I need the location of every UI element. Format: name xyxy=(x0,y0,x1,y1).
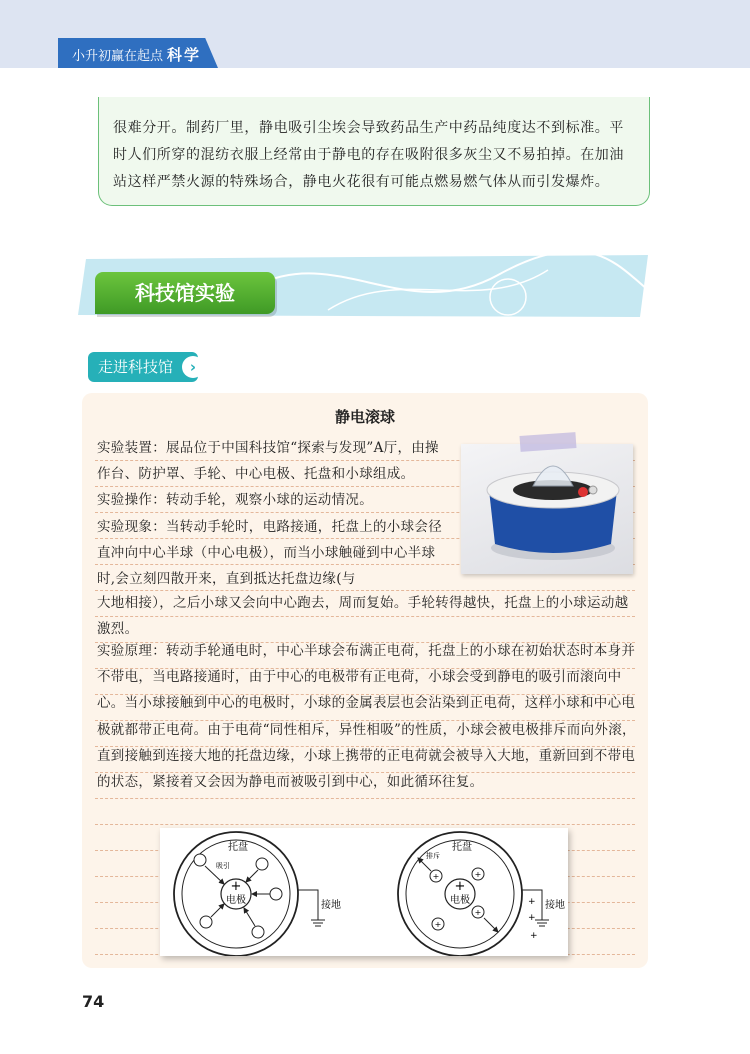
paragraph-phenomenon: 实验现象：当转动手轮时，电路接通，托盘上的小球会径直冲向中心半球（中心电极），而当小球触碰到中心半球时,会立刻四散开来，直到抵达托盘边缘(与 xyxy=(97,518,442,588)
svg-text:+: + xyxy=(530,931,538,941)
intro-text: 很难分开。制药厂里，静电吸引尘埃会导致药品生产中药品纯度达不到标准。平时人们所穿的混纺衣服上经常由于静电的存在吸附很多灰尘又不易拍掉。在加油站这样严禁火源的特殊场合，静电火花很有可能点燃易燃气体从而引发爆炸。 xyxy=(113,120,624,190)
svg-text:+: + xyxy=(454,879,466,894)
subject-label: 科学 xyxy=(167,46,202,64)
intro-box xyxy=(98,97,650,206)
exhibit-text-beside-photo xyxy=(97,435,449,592)
diagram-svg xyxy=(160,828,568,956)
paragraph-operation: 实验操作：转动手轮，观察小球的运动情况。 xyxy=(97,492,373,509)
chevron-right-icon: › xyxy=(182,356,204,378)
page-number: 74 xyxy=(82,992,105,1011)
paragraph-principle: 实验原理：转动手轮通电时，中心半球会布满正电荷，托盘上的小球在初始状态时本身并不带电，当电路接通时，由于中心的电极带有正电荷，小球会受到静电的吸引而滚向中心。当小球接触到中心的电极时，小球的金属表层也会沾染到正电荷，这样小球和中心电极就都带正电荷。由于电荷“同性相斥，异性相吸”的性质，小球会被电极排斥而向外滚，直到接触到连接大地的托盘边缘，小球上携带的正电荷就会被导入大地，重新回到不带电的状态，紧接着又会因为静电而被吸引到中心，如此循环往复。 xyxy=(97,643,636,791)
static-ball-device-illustration xyxy=(461,444,633,574)
svg-text:+: + xyxy=(434,920,442,929)
subsection-tab xyxy=(88,352,198,382)
svg-text:+: + xyxy=(528,897,536,907)
right-ground-label: 接地 xyxy=(545,900,565,911)
right-electrode-label: 电极 xyxy=(450,895,470,906)
series-title: 小升初赢在起点 xyxy=(72,49,164,64)
left-electrode-label: 电极 xyxy=(226,895,246,906)
right-tray-label: 托盘 xyxy=(452,842,472,853)
left-arrow-label: 吸引 xyxy=(216,862,230,870)
ruled-line xyxy=(95,824,635,825)
principle-diagram xyxy=(160,828,568,956)
exhibit-text-principle xyxy=(97,638,637,795)
svg-text:+: + xyxy=(528,913,536,923)
ruled-line xyxy=(95,798,635,799)
subsection-label: 走进科技馆 xyxy=(98,358,174,376)
repulsion-diagram xyxy=(398,832,565,956)
left-ground-label: 接地 xyxy=(321,900,341,911)
attraction-diagram xyxy=(174,832,341,956)
svg-text:+: + xyxy=(432,872,440,881)
section-title: 科技馆实验 xyxy=(95,272,275,314)
svg-text:+: + xyxy=(474,870,482,879)
paragraph-apparatus: 实验装置：展品位于中国科技馆“探索与发现”A厅，由操作台、防护罩、手轮、中心电极、托盘和小球组成。 xyxy=(97,440,439,483)
right-arrow-label: 排斥 xyxy=(426,852,440,860)
exhibit-text-continued xyxy=(97,590,637,642)
svg-text:+: + xyxy=(230,879,242,894)
svg-text:+: + xyxy=(474,908,482,917)
header-title xyxy=(72,44,201,65)
paragraph-phenomenon-cont: 大地相接），之后小球又会向中心跑去，周而复始。手轮转得越快，托盘上的小球运动越激烈。 xyxy=(97,595,629,638)
exhibit-title: 静电滚球 xyxy=(334,408,395,426)
left-tray-label: 托盘 xyxy=(228,842,248,853)
exhibit-photo xyxy=(461,444,633,574)
